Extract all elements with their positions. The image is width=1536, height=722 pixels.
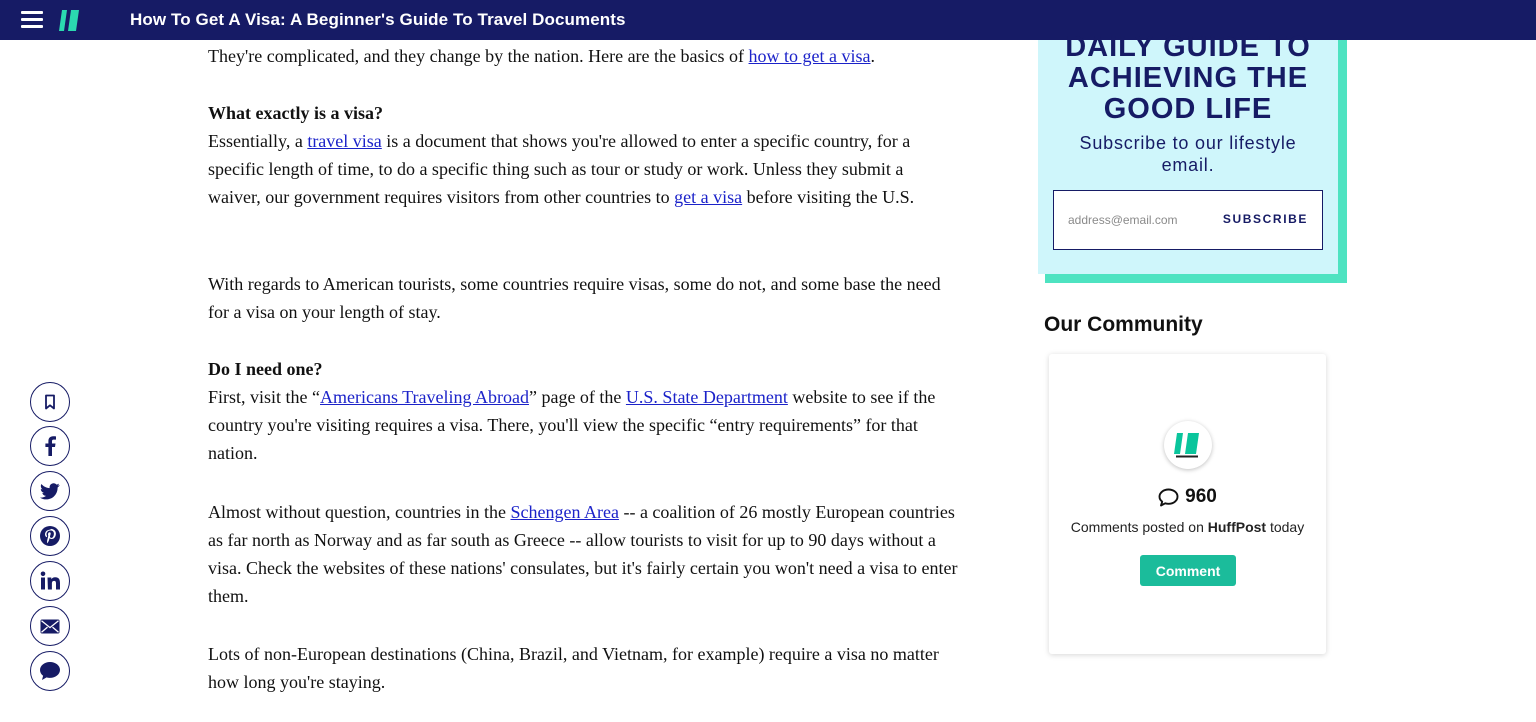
us-state-department-link[interactable]: U.S. State Department: [625, 387, 788, 407]
comment-label-text: Comments posted on: [1070, 519, 1208, 535]
american-tourists-paragraph: With regards to American tourists, some countries require visas, some do not, and some base the need for a visa on your length of stay.: [208, 274, 941, 322]
newsletter-form: [1053, 190, 1323, 250]
schengen-paragraph: [208, 498, 958, 610]
community-card: [1049, 354, 1326, 654]
heading-do-i-need-one: Do I need one?: [208, 359, 323, 379]
newsletter-subtitle: Subscribe to our lifestyle email.: [1079, 133, 1297, 175]
visa-text-c: before visiting the U.S.: [742, 187, 915, 207]
linkedin-icon: [40, 571, 60, 591]
bookmark-icon: [43, 394, 57, 410]
page-title: How To Get A Visa: A Beginner's Guide To Travel Documents: [130, 10, 626, 29]
comment-button[interactable]: Comment: [1140, 555, 1236, 586]
facebook-share-button[interactable]: [30, 426, 70, 466]
intro-text-end: .: [870, 46, 876, 66]
subscribe-button[interactable]: SUBSCRIBE: [1222, 212, 1308, 226]
intro-paragraph: [208, 42, 958, 70]
schengen-text-b: -- a coalition of 26 mostly European countries as far north as Norway and as far south as Greece -- allow tourists to visit for up to 90 days without a visa. Check the websites of these nations' consulates, but it's fairly certain you won't need a visa to enter them.: [208, 502, 958, 606]
menu-icon[interactable]: [21, 11, 43, 28]
comment-bubble-icon: [39, 661, 61, 681]
comment-count-label: [1049, 519, 1326, 535]
pinterest-share-button[interactable]: [30, 516, 70, 556]
visa-text-b: is a document that shows you're allowed to enter a specific country, for a specific length of time, to do a specific thing such as tour or study or work. Unless they submit a waiver, our government requires visitors from other countries to: [208, 131, 911, 207]
comments-button[interactable]: [30, 651, 70, 691]
heading-what-is-visa: What exactly is a visa?: [208, 103, 383, 123]
bookmark-button[interactable]: [30, 382, 70, 422]
schengen-text-a: Almost without question, countries in the: [208, 502, 511, 522]
comment-label-brand: HuffPost: [1207, 519, 1267, 535]
schengen-area-link[interactable]: Schengen Area: [510, 502, 619, 522]
comment-label-suffix: today: [1266, 519, 1305, 535]
email-input[interactable]: [1068, 211, 1208, 229]
twitter-share-button[interactable]: [30, 471, 70, 511]
linkedin-share-button[interactable]: [30, 561, 70, 601]
email-icon: [40, 619, 60, 634]
comment-count-value: 960: [1185, 486, 1217, 507]
visa-text-a: Essentially, a: [208, 131, 308, 151]
huffpost-logo-icon: [1164, 421, 1212, 469]
facebook-icon: [44, 436, 56, 456]
intro-text: They're complicated, and they change by the nation. Here are the basics of: [208, 46, 749, 66]
visa-definition-paragraph: [208, 127, 948, 211]
community-title: Our Community: [1044, 313, 1203, 336]
travel-visa-link[interactable]: travel visa: [307, 131, 382, 151]
newsletter-signup: [1038, 31, 1338, 274]
state-text-c: website to see if the country you're visiting requires a visa. There, you'll view the specific “entry requirements” for that nation.: [208, 387, 936, 463]
comment-count: [1049, 486, 1326, 508]
state-department-paragraph: [208, 383, 938, 467]
non-european-paragraph: Lots of non-European destinations (China, Brazil, and Vietnam, for example) require a visa no matter how long you're staying.: [208, 644, 939, 692]
get-a-visa-link[interactable]: get a visa: [674, 187, 743, 207]
email-share-button[interactable]: [30, 606, 70, 646]
how-to-get-a-visa-link[interactable]: how to get a visa: [748, 46, 871, 66]
newsletter-headline: DAILY GUIDE TO ACHIEVING THE GOOD LIFE: [1065, 31, 1311, 125]
twitter-icon: [40, 483, 60, 500]
pinterest-icon: [39, 525, 61, 547]
comment-bubble-icon: [1158, 488, 1179, 507]
huffpost-logo-icon[interactable]: [58, 10, 80, 31]
americans-traveling-abroad-link[interactable]: Americans Traveling Abroad: [320, 387, 529, 407]
state-text-b: ” page of the: [528, 387, 626, 407]
huffpost-avatar: [1164, 421, 1212, 469]
state-text-a: First, visit the “: [208, 387, 320, 407]
